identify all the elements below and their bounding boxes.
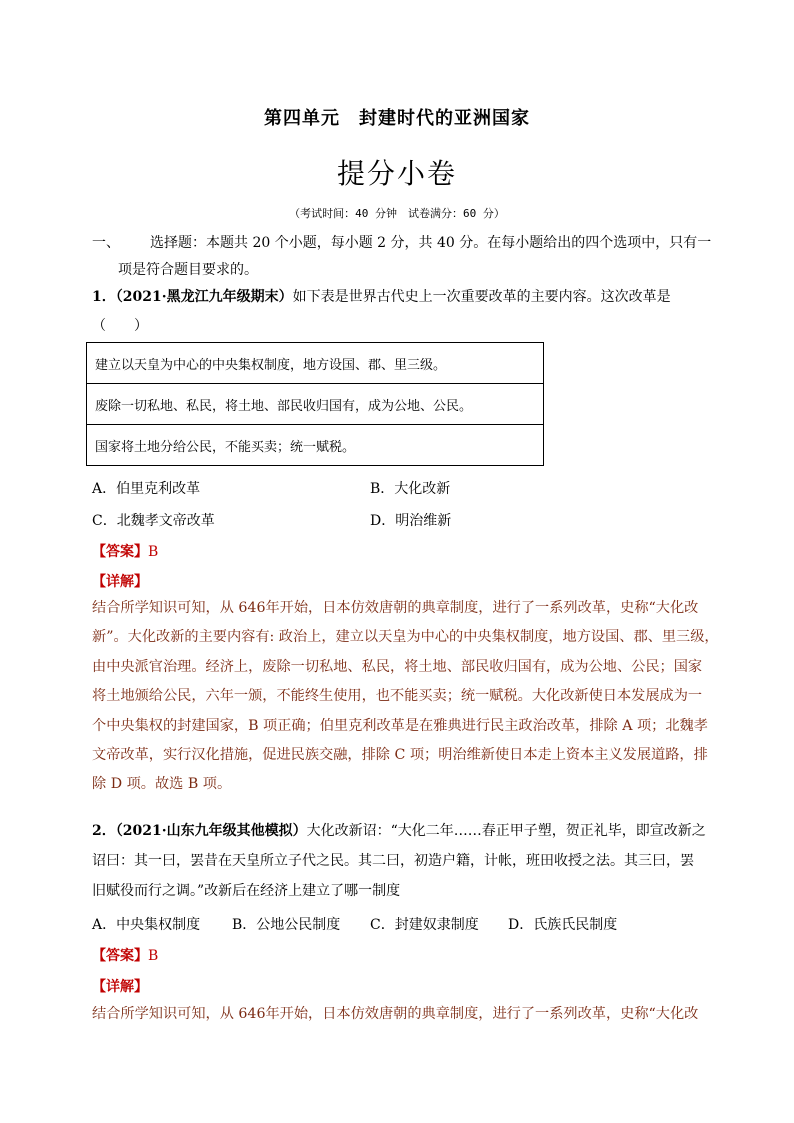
explanation-line: 个中央集权的封建国家，B 项正确；伯里克利改革是在雅典进行民主政治改革，排除 A 项；北魏孝 [92, 717, 708, 734]
question-2-explanation [92, 1000, 704, 1029]
table-cell: 国家将土地分给公民，不能买卖；统一赋税。 [87, 425, 544, 466]
table-row [87, 343, 544, 384]
question-1-explanation [92, 594, 719, 800]
answer-label: 【答案】 [92, 948, 148, 964]
question-2-source: （2021·山东九年级其他模拟） [115, 823, 307, 839]
question-2-answer [92, 945, 158, 965]
table-row [87, 384, 544, 425]
question-2-option-d: D．氏族氏民制度 [508, 917, 618, 933]
answer-value: B [148, 544, 159, 560]
question-1-option-b: B．大化改新 [370, 481, 451, 497]
explanation-line: 除 D 项。故选 B 项。 [92, 776, 232, 793]
detail-label: 【详解】 [92, 574, 148, 590]
question-2-option-a: A．中央集权制度 [92, 917, 201, 933]
question-2-option-c: C．封建奴隶制度 [370, 917, 479, 933]
question-1-option-d: D．明治维新 [370, 513, 452, 529]
paper-title: 提分小卷 [336, 157, 457, 190]
section-instructions-line1: 选择题：本题共 20 个小题，每小题 2 分，共 40 分。在每小题给出的四个选项中，只有一 [150, 235, 712, 251]
explanation-line: 由中央派官治理。经济上，废除一切私地、私民，将土地、部民收归国有，成为公地、公民；国家 [92, 658, 703, 675]
question-2-detail-label [92, 976, 148, 996]
question-1-stem [92, 289, 671, 305]
detail-label: 【详解】 [92, 979, 148, 995]
question-1-option-a: A．伯里克利改革 [92, 481, 201, 497]
question-1-answer [92, 541, 158, 561]
question-1-detail-label [92, 571, 148, 591]
exam-info: （考试时间：40 分钟 试卷满分：60 分） [289, 207, 505, 220]
question-2-text: 大化改新诏：“大化二年……春正甲子塑，贺正礼毕，即宣改新之 [306, 823, 706, 839]
question-1-source: （2021·黑龙江九年级期末） [115, 289, 293, 305]
question-1-option-c: C．北魏孝文帝改革 [92, 513, 215, 529]
explanation-line: 结合所学知识可知，从 646年开始，日本仿效唐朝的典章制度，进行了一系列改革，史称“大化改 [92, 600, 699, 616]
table-row [87, 425, 544, 466]
question-1-blank: （ ） [92, 318, 148, 334]
section-instructions-line2: 项是符合题目要求的。 [118, 262, 258, 278]
question-2-number: 2． [92, 823, 116, 839]
explanation-line: 文帝改革，实行汉化措施，促进民族交融，排除 C 项；明治维新使日本走上资本主义发展道路，排 [92, 747, 708, 764]
unit-title: 第四单元 封建时代的亚洲国家 [264, 108, 530, 129]
question-1-text: 如下表是世界古代史上一次重要改革的主要内容。这次改革是 [292, 289, 671, 305]
question-2-stem-line2: 诏曰：其一曰，罢昔在天皇所立子代之民。其二曰，初造户籍，计帐，班田收授之法。其三曰，罢 [92, 853, 694, 869]
question-1-number: 1． [92, 289, 116, 305]
answer-label: 【答案】 [92, 544, 148, 560]
section-number: 一、 [92, 235, 120, 251]
question-2-option-b: B．公地公民制度 [232, 917, 341, 933]
table-cell: 废除一切私地、私民，将土地、部民收归国有，成为公地、公民。 [87, 384, 544, 425]
answer-value: B [148, 948, 159, 964]
explanation-line: 结合所学知识可知，从 646年开始，日本仿效唐朝的典章制度，进行了一系列改革，史称“大化改 [92, 1006, 699, 1022]
explanation-line: 新”。大化改新的主要内容有: 政治上，建立以天皇为中心的中央集权制度，地方设国、郡、里三级， [92, 629, 719, 646]
reform-content-table [86, 342, 544, 466]
table-cell: 建立以天皇为中心的中央集权制度，地方设国、郡、里三级。 [87, 343, 544, 384]
explanation-line: 将土地颁给公民，六年一颁，不能终生使用，也不能买卖；统一赋税。大化改新使日本发展成为一 [92, 688, 703, 705]
question-2-stem-line1 [92, 823, 706, 839]
question-2-stem-line3: 旧赋役而行之调。”改新后在经济上建立了哪一制度 [92, 883, 401, 899]
